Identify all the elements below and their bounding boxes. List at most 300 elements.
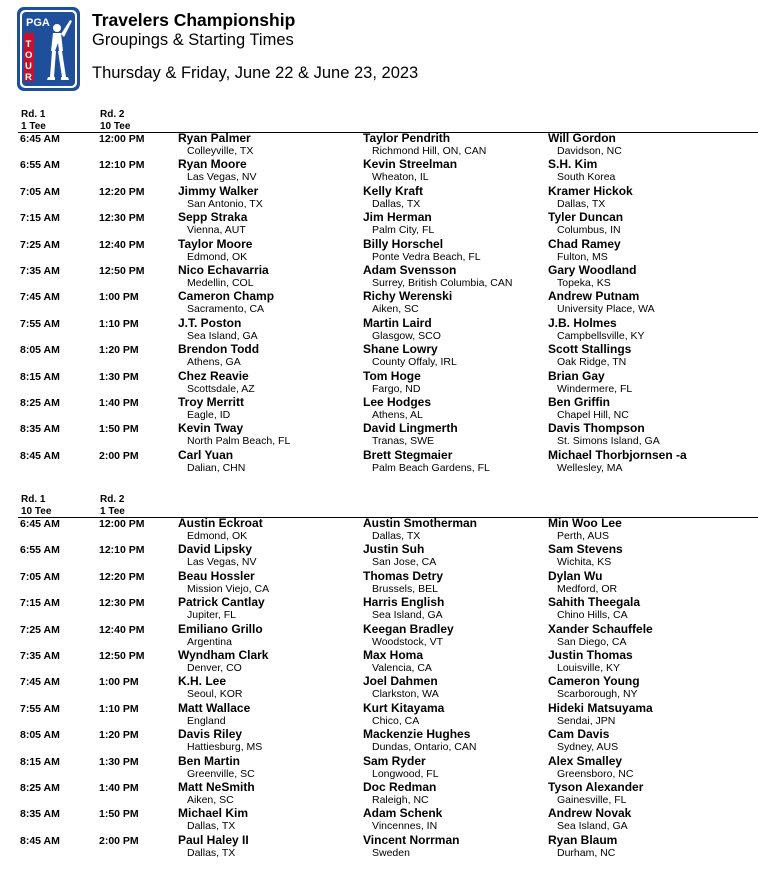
round1-tee-time: 7:25 AM: [20, 238, 60, 251]
player-name: Lee Hodges: [363, 394, 432, 409]
round1-tee-time: 8:45 AM: [20, 449, 60, 462]
tournament-title: Travelers Championship: [92, 10, 296, 30]
player-hometown: Edmond, OK: [187, 530, 248, 542]
round2-tee-time: 1:40 PM: [99, 396, 139, 409]
round1-tee-time: 8:25 AM: [20, 396, 60, 409]
round2-tee-time: 1:00 PM: [99, 291, 139, 304]
round2-tee-time: 12:40 PM: [99, 623, 145, 636]
round1-tee-time: 7:55 AM: [20, 317, 60, 330]
player-name: Martin Laird: [363, 315, 432, 330]
player-entry: [178, 754, 255, 780]
group-row: [0, 368, 758, 397]
player-entry: [178, 421, 290, 447]
round1-tee-time: 7:15 AM: [20, 212, 60, 225]
player-hometown: Sydney, AUS: [557, 741, 619, 754]
round2-tee: 1 Tee: [100, 506, 125, 517]
player-entry: [548, 727, 618, 753]
round2-tee-time: 12:50 PM: [99, 649, 145, 662]
player-name: Hideki Matsuyama: [548, 700, 653, 715]
round1-tee: 1 Tee: [21, 121, 46, 132]
player-name: Sam Stevens: [548, 542, 623, 557]
player-name: Shane Lowry: [363, 342, 438, 357]
player-hometown: Louisville, KY: [557, 661, 621, 674]
player-name: Patrick Cantlay: [178, 595, 265, 610]
player-entry: [363, 316, 441, 342]
player-hometown: Sea Island, GA: [557, 820, 628, 833]
svg-text:R: R: [25, 72, 32, 83]
player-name: Doc Redman: [363, 779, 437, 794]
player-hometown: Dundas, Ontario, CAN: [372, 741, 477, 754]
player-hometown: Longwood, FL: [372, 767, 439, 780]
player-entry: [363, 727, 476, 753]
player-name: Max Homa: [363, 647, 424, 662]
player-name: Ryan Palmer: [178, 131, 251, 145]
player-hometown: Columbus, IN: [557, 224, 621, 237]
player-name: Tyler Duncan: [548, 210, 624, 225]
player-hometown: San Jose, CA: [372, 556, 437, 569]
round1-tee-time: 6:55 AM: [20, 544, 60, 557]
player-hometown: Dallas, TX: [372, 197, 421, 210]
player-name: Matt Wallace: [178, 700, 251, 715]
player-hometown: England: [187, 714, 226, 727]
player-entry: [363, 237, 481, 263]
player-name: Chad Ramey: [548, 236, 621, 251]
player-hometown: Fargo, ND: [372, 382, 421, 395]
svg-text:T: T: [25, 39, 32, 50]
player-hometown: South Korea: [557, 171, 616, 184]
player-entry: [178, 448, 245, 474]
player-hometown: Colleyville, TX: [187, 145, 254, 157]
player-name: Ryan Blaum: [548, 832, 618, 847]
player-entry: [178, 806, 248, 832]
section-header: [0, 108, 758, 133]
round1-tee-time: 7:25 AM: [20, 623, 60, 636]
player-name: J.B. Holmes: [548, 315, 617, 330]
round2-tee-time: 1:10 PM: [99, 702, 139, 715]
player-name: Sahith Theegala: [548, 595, 641, 610]
groupings-section-1: [0, 108, 758, 476]
player-hometown: Chapel Hill, NC: [557, 408, 629, 421]
player-entry: [178, 648, 268, 674]
player-hometown: Athens, AL: [372, 408, 423, 421]
round1-tee-time: 7:55 AM: [20, 702, 60, 715]
player-entry: [178, 289, 274, 315]
player-name: Dylan Wu: [548, 568, 603, 583]
round1-tee-time: 8:45 AM: [20, 834, 60, 847]
player-hometown: Eagle, ID: [187, 408, 231, 421]
player-hometown: Edmond, OK: [187, 250, 248, 263]
player-name: Beau Hossler: [178, 568, 255, 583]
player-entry: [548, 701, 653, 727]
player-name: Kevin Streelman: [363, 157, 458, 172]
player-hometown: Dallas, TX: [557, 197, 606, 210]
group-list: [0, 518, 758, 861]
player-hometown: Dallas, TX: [187, 846, 236, 859]
round1-tee-time: 7:15 AM: [20, 597, 60, 610]
player-name: Thomas Detry: [363, 568, 444, 583]
player-entry: [363, 622, 454, 648]
player-entry: [178, 622, 263, 648]
player-name: David Lingmerth: [363, 421, 458, 436]
player-name: Harris English: [363, 595, 445, 610]
player-hometown: San Diego, CA: [557, 635, 627, 648]
player-name: Kelly Kraft: [363, 183, 424, 198]
player-entry: [363, 701, 444, 727]
round1-tee-time: 8:35 AM: [20, 423, 60, 436]
player-name: Billy Horschel: [363, 236, 444, 251]
player-hometown: Medellin, COL: [187, 276, 254, 289]
player-hometown: Argentina: [187, 635, 232, 648]
player-entry: [178, 157, 256, 183]
group-row: [0, 597, 758, 623]
player-name: Joel Dahmen: [363, 674, 438, 689]
svg-text:PGA: PGA: [26, 17, 50, 29]
player-name: Chez Reavie: [178, 368, 249, 383]
player-name: Justin Thomas: [548, 647, 633, 662]
player-hometown: Davidson, NC: [557, 145, 622, 157]
player-name: Kramer Hickok: [548, 183, 633, 198]
player-name: Cam Davis: [548, 727, 610, 742]
round1-tee-time: 7:05 AM: [20, 570, 60, 583]
round1-tee-time: 8:05 AM: [20, 344, 60, 357]
player-entry: [363, 342, 457, 368]
player-entry: [548, 342, 631, 368]
player-hometown: Perth, AUS: [557, 530, 609, 542]
player-entry: [178, 780, 255, 806]
player-name: Nico Echavarria: [178, 262, 269, 277]
round2-tee-time: 12:30 PM: [99, 597, 145, 610]
player-entry: [178, 569, 269, 595]
round1-tee-time: 6:45 AM: [20, 133, 60, 145]
player-entry: [178, 701, 250, 727]
round2-tee: 10 Tee: [100, 121, 131, 132]
player-name: Richy Werenski: [363, 289, 453, 304]
round2-tee-time: 1:10 PM: [99, 317, 139, 330]
player-name: Michael Kim: [178, 806, 249, 821]
round1-tee-time: 8:15 AM: [20, 370, 60, 383]
round2-tee-time: 1:00 PM: [99, 676, 139, 689]
player-hometown: Campbellsville, KY: [557, 329, 645, 342]
round1-tee-time: 8:35 AM: [20, 808, 60, 821]
round2-tee-time: 1:50 PM: [99, 808, 139, 821]
group-row: [0, 676, 758, 702]
player-hometown: Chico, CA: [372, 714, 420, 727]
player-hometown: Durham, NC: [557, 846, 616, 859]
player-entry: [548, 395, 629, 421]
player-hometown: Clarkston, WA: [372, 688, 439, 701]
player-name: Adam Svensson: [363, 262, 457, 277]
player-hometown: Wheaton, IL: [372, 171, 429, 184]
player-name: Austin Smotherman: [363, 516, 478, 530]
player-name: Sepp Straka: [178, 210, 248, 225]
group-list: [0, 133, 758, 476]
player-name: Alex Smalley: [548, 753, 623, 768]
player-hometown: North Palm Beach, FL: [187, 435, 291, 448]
player-hometown: Woodstock, VT: [372, 635, 443, 648]
player-name: S.H. Kim: [548, 157, 598, 172]
player-hometown: Fulton, MS: [557, 250, 608, 263]
player-hometown: Sacramento, CA: [187, 303, 265, 316]
round1-tee-time: 7:35 AM: [20, 649, 60, 662]
player-hometown: Jupiter, FL: [187, 609, 237, 622]
player-entry: [363, 369, 421, 395]
player-name: Tom Hoge: [363, 368, 421, 383]
player-name: Kevin Tway: [178, 421, 244, 436]
player-entry: [548, 421, 660, 447]
round2-tee-time: 1:50 PM: [99, 423, 139, 436]
round2-tee-time: 12:20 PM: [99, 185, 145, 198]
player-entry: [548, 648, 633, 674]
player-name: Gary Woodland: [548, 262, 637, 277]
player-entry: [178, 542, 256, 568]
player-name: Kurt Kitayama: [363, 700, 445, 715]
player-name: Michael Thorbjornsen -a: [548, 447, 687, 462]
player-name: Scott Stallings: [548, 342, 632, 357]
section-header: [0, 493, 758, 518]
player-entry: [548, 674, 640, 700]
pga-tour-logo-graphic: [17, 7, 80, 91]
svg-text:U: U: [25, 61, 32, 72]
player-hometown: Glasgow, SCO: [372, 329, 441, 342]
player-hometown: Greenville, SC: [187, 767, 255, 780]
player-name: Davis Riley: [178, 727, 243, 742]
player-name: Matt NeSmith: [178, 779, 255, 794]
player-entry: [178, 516, 263, 542]
group-row: [0, 568, 758, 597]
player-entry: [363, 131, 486, 157]
player-hometown: Las Vegas, NV: [187, 556, 257, 569]
player-hometown: St. Simons Island, GA: [557, 435, 660, 448]
svg-text:O: O: [25, 50, 33, 61]
player-name: Taylor Pendrith: [363, 131, 451, 145]
player-hometown: Brussels, BEL: [372, 582, 438, 595]
player-hometown: Sea Island, GA: [372, 609, 443, 622]
player-hometown: Medford, OR: [557, 582, 618, 595]
player-entry: [178, 210, 247, 236]
player-hometown: Palm Beach Gardens, FL: [372, 461, 490, 474]
round2-tee-time: 12:10 PM: [99, 159, 145, 172]
player-hometown: Sea Island, GA: [187, 329, 258, 342]
player-name: Davis Thompson: [548, 421, 645, 436]
player-entry: [548, 833, 617, 859]
player-name: Justin Suh: [363, 542, 425, 557]
player-hometown: Seoul, KOR: [187, 688, 243, 701]
round2-tee-time: 12:20 PM: [99, 570, 145, 583]
player-hometown: University Place, WA: [557, 303, 655, 316]
player-entry: [363, 542, 436, 568]
round1-tee-time: 8:05 AM: [20, 729, 60, 742]
player-hometown: Dalian, CHN: [187, 461, 246, 474]
round1-tee-time: 7:45 AM: [20, 291, 60, 304]
tournament-dates: Thursday & Friday, June 22 & June 23, 2023: [92, 64, 419, 82]
player-hometown: Athens, GA: [187, 356, 241, 369]
player-name: David Lipsky: [178, 542, 253, 557]
player-entry: [548, 448, 687, 474]
round1-tee-time: 8:15 AM: [20, 755, 60, 768]
group-row: [0, 700, 758, 729]
player-name: Vincent Norrman: [363, 832, 460, 847]
player-name: Adam Schenk: [363, 806, 443, 821]
player-name: Carl Yuan: [178, 447, 234, 462]
group-row: [0, 344, 758, 370]
player-name: Min Woo Lee: [548, 516, 622, 530]
player-name: Austin Eckroat: [178, 516, 263, 530]
group-row: [0, 262, 758, 291]
round2-tee-time: 1:30 PM: [99, 370, 139, 383]
player-entry: [178, 184, 263, 210]
player-name: Wyndham Clark: [178, 647, 269, 662]
player-entry: [178, 727, 262, 753]
player-entry: [363, 754, 439, 780]
round1-tee-time: 6:45 AM: [20, 518, 60, 530]
player-hometown: Aiken, SC: [372, 303, 419, 316]
player-entry: [548, 289, 655, 315]
player-entry: [548, 131, 622, 157]
player-entry: [363, 516, 477, 542]
player-entry: [363, 780, 436, 806]
player-name: K.H. Lee: [178, 674, 227, 689]
player-entry: [548, 622, 653, 648]
round1-label: Rd. 1: [21, 494, 46, 505]
group-row: [0, 315, 758, 344]
player-entry: [548, 542, 623, 568]
round2-tee-time: 12:50 PM: [99, 264, 145, 277]
group-row: [0, 729, 758, 755]
player-entry: [548, 595, 640, 621]
player-name: Will Gordon: [548, 131, 616, 145]
player-hometown: Las Vegas, NV: [187, 171, 257, 184]
round1-tee-label: [21, 494, 51, 518]
player-name: J.T. Poston: [178, 315, 242, 330]
player-hometown: Windermere, FL: [557, 382, 633, 395]
round1-tee-time: 7:05 AM: [20, 185, 60, 198]
player-hometown: Sendai, JPN: [557, 714, 616, 727]
player-entry: [363, 833, 459, 859]
round2-tee-time: 1:30 PM: [99, 755, 139, 768]
player-entry: [548, 263, 636, 289]
pga-tour-logo: [17, 7, 80, 91]
player-entry: [548, 316, 645, 342]
player-entry: [363, 648, 432, 674]
round2-tee-time: 1:20 PM: [99, 344, 139, 357]
player-hometown: Topeka, KS: [557, 276, 611, 289]
round1-tee-time: 7:35 AM: [20, 264, 60, 277]
player-entry: [548, 237, 621, 263]
round1-tee-time: 6:55 AM: [20, 159, 60, 172]
round2-tee-time: 12:00 PM: [99, 518, 145, 530]
player-hometown: Scarborough, NY: [557, 688, 638, 701]
player-entry: [178, 674, 242, 700]
player-entry: [178, 263, 269, 289]
player-hometown: County Offaly, IRL: [372, 356, 457, 369]
group-row: [0, 447, 758, 476]
round2-tee-label: [100, 494, 125, 518]
player-entry: [548, 780, 643, 806]
group-row: [0, 159, 758, 185]
player-entry: [178, 595, 265, 621]
player-hometown: Denver, CO: [187, 661, 242, 674]
group-row: [0, 779, 758, 808]
player-entry: [363, 263, 512, 289]
player-entry: [548, 806, 631, 832]
group-row: [0, 212, 758, 238]
player-entry: [178, 131, 253, 157]
player-entry: [178, 342, 259, 368]
player-entry: [548, 754, 633, 780]
groupings-section-2: [0, 493, 758, 861]
player-entry: [363, 157, 457, 183]
player-hometown: Wellesley, MA: [557, 461, 623, 474]
group-row: [0, 423, 758, 449]
player-entry: [178, 395, 244, 421]
player-hometown: Gainesville, FL: [557, 793, 627, 806]
player-hometown: Greensboro, NC: [557, 767, 634, 780]
player-entry: [363, 595, 444, 621]
player-entry: [363, 806, 442, 832]
player-entry: [548, 157, 615, 183]
round2-label: Rd. 2: [100, 109, 125, 120]
round2-tee-time: 12:30 PM: [99, 212, 145, 225]
player-entry: [548, 516, 622, 542]
player-hometown: San Antonio, TX: [187, 197, 263, 210]
player-hometown: Aiken, SC: [187, 793, 234, 806]
player-name: Jimmy Walker: [178, 183, 259, 198]
player-hometown: Vincennes, IN: [372, 820, 438, 833]
player-hometown: Valencia, CA: [372, 661, 432, 674]
player-entry: [178, 237, 252, 263]
round2-tee-time: 2:00 PM: [99, 834, 139, 847]
player-entry: [548, 569, 617, 595]
player-name: Brett Stegmaier: [363, 447, 453, 462]
player-entry: [363, 448, 490, 474]
round2-tee-time: 12:40 PM: [99, 238, 145, 251]
player-entry: [548, 210, 623, 236]
player-name: Keegan Bradley: [363, 621, 454, 636]
group-row: [0, 518, 758, 544]
player-entry: [363, 421, 458, 447]
player-entry: [363, 569, 443, 595]
player-hometown: Dallas, TX: [187, 820, 236, 833]
player-name: Brendon Todd: [178, 342, 260, 357]
player-name: Jim Herman: [363, 210, 432, 225]
round2-tee-time: 1:20 PM: [99, 729, 139, 742]
player-entry: [178, 316, 258, 342]
group-row: [0, 291, 758, 317]
player-hometown: Ponte Vedra Beach, FL: [372, 250, 481, 263]
group-row: [0, 753, 758, 782]
player-name: Ryan Moore: [178, 157, 247, 172]
player-hometown: Palm City, FL: [372, 224, 435, 237]
player-name: Xander Schauffele: [548, 621, 653, 636]
player-entry: [363, 395, 431, 421]
player-name: Sam Ryder: [363, 753, 426, 768]
player-hometown: Raleigh, NC: [372, 793, 429, 806]
group-row: [0, 236, 758, 265]
player-hometown: Richmond Hill, ON, CAN: [372, 145, 487, 157]
group-row: [0, 133, 758, 159]
player-entry: [363, 210, 434, 236]
player-name: Paul Haley II: [178, 832, 249, 847]
player-name: Cameron Young: [548, 674, 640, 689]
round1-tee-time: 7:45 AM: [20, 676, 60, 689]
round2-tee-time: 1:40 PM: [99, 781, 139, 794]
round2-label: Rd. 2: [100, 494, 125, 505]
player-entry: [363, 674, 439, 700]
player-entry: [178, 369, 255, 395]
player-hometown: Mission Viejo, CA: [187, 582, 270, 595]
round1-label: Rd. 1: [21, 109, 46, 120]
player-name: Andrew Novak: [548, 806, 632, 821]
